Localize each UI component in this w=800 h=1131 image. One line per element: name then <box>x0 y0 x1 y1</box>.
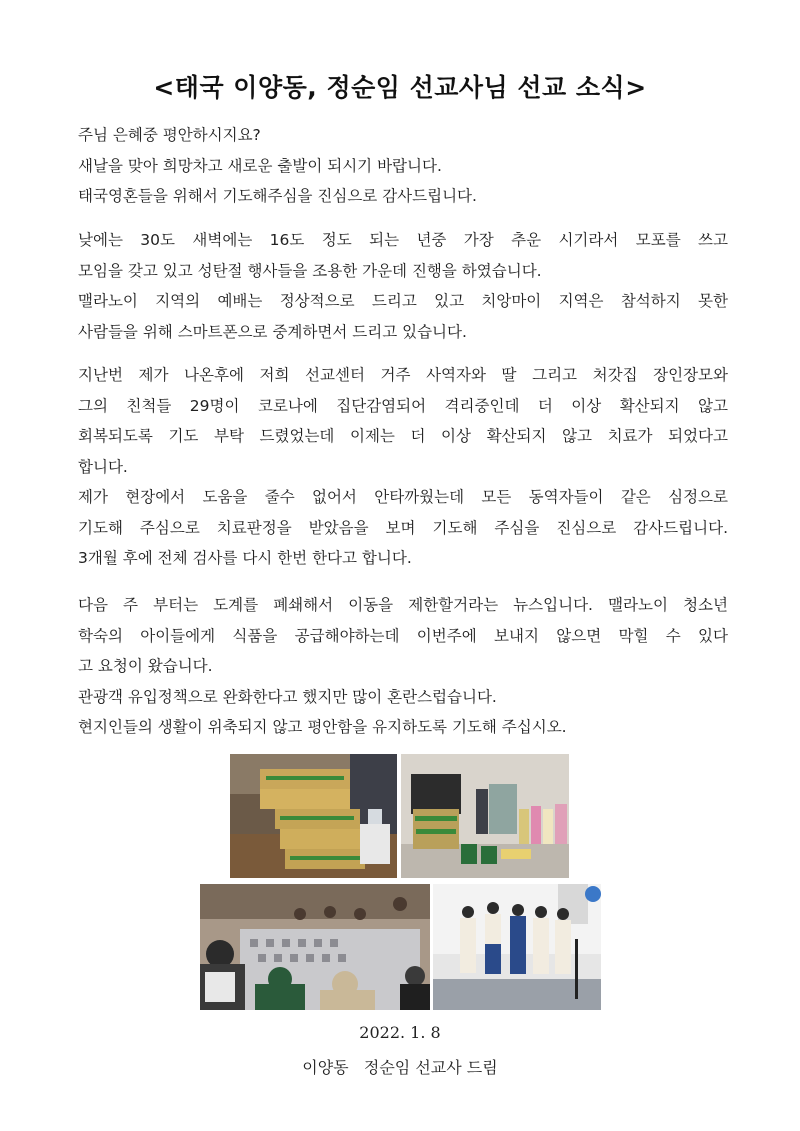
text-line: 회복되도록 기도 부탁 드렸었는데 이제는 더 이상 확산되지 않고 치료가 되었다고 <box>78 427 728 445</box>
text-line: 제가 현장에서 도움을 줄수 없어서 안타까웠는데 모든 동역자들이 같은 심정으로 <box>78 488 728 506</box>
text-line: 학숙의 아이들에게 식품을 공급해야하는데 이번주에 보내지 않으면 막힐 수 있다 <box>78 626 728 645</box>
text-line: 합니다. <box>78 457 128 476</box>
text-line: 고 요청이 왔습니다. <box>78 657 213 675</box>
paragraph-prayer-requests <box>78 590 728 743</box>
text-line: 지난번 제가 나온후에 저희 선교센터 거주 사역자와 딸 그리고 처갓집 장인장모와 <box>78 366 728 384</box>
letter-signature: 이양동 정순임 선교사 드림 <box>302 1058 498 1077</box>
paragraph-weather-worship <box>78 225 728 347</box>
text-line: 3개월 후에 전체 검사를 다시 한번 한다고 합니다. <box>78 549 412 567</box>
text-line: 다음 주 부터는 도계를 폐쇄해서 이동을 제한할거라는 뉴스입니다. 맬라노이 청소년 <box>78 596 728 614</box>
text-line: 그의 친척들 29명이 코로나에 집단감염되어 격리중인데 더 이상 확산되지 않고 <box>78 396 728 415</box>
text-line: 관광객 유입정책으로 완화한다고 했지만 많이 혼란스럽습니다. <box>78 687 497 706</box>
letter-date: 2022. 1. 8 <box>359 1023 441 1042</box>
text-line: 모임을 갖고 있고 성탄절 행사들을 조용한 가운데 진행을 하였습니다. <box>78 261 542 280</box>
text-line: 낮에는 30도 새벽에는 16도 정도 되는 년중 가장 추운 시기라서 모포를 쓰고 <box>78 231 728 249</box>
text-line: 새날을 맞아 희망차고 새로운 출발이 되시기 바랍니다. <box>78 156 442 175</box>
page-title: <태국 이양동, 정순임 선교사님 선교 소식> <box>153 73 647 102</box>
text-line: 기도해 주심으로 치료판정을 받았음을 보며 기도해 주심을 진심으로 감사드립니다. <box>78 518 728 537</box>
paragraph-greeting <box>78 120 728 212</box>
photo-food-boxes <box>230 754 397 878</box>
photo-gathering <box>200 884 430 1010</box>
text-line: 사람들을 위해 스마트폰으로 중계하면서 드리고 있습니다. <box>78 322 467 341</box>
text-line: 맬라노이 지역의 예배는 정상적으로 드리고 있고 치앙마이 지역은 참석하지 못한 <box>78 292 728 310</box>
text-line: 주님 은혜중 평안하시지요? <box>78 126 261 144</box>
text-line: 현지인들의 생활이 위축되지 않고 평안함을 유지하도록 기도해 주십시오. <box>78 718 567 736</box>
paragraph-covid-update <box>78 360 728 574</box>
photo-singing-group <box>433 884 601 1010</box>
photo-supplies <box>401 754 569 878</box>
text-line: 태국영혼들을 위해서 기도해주심을 진심으로 감사드립니다. <box>78 187 477 205</box>
